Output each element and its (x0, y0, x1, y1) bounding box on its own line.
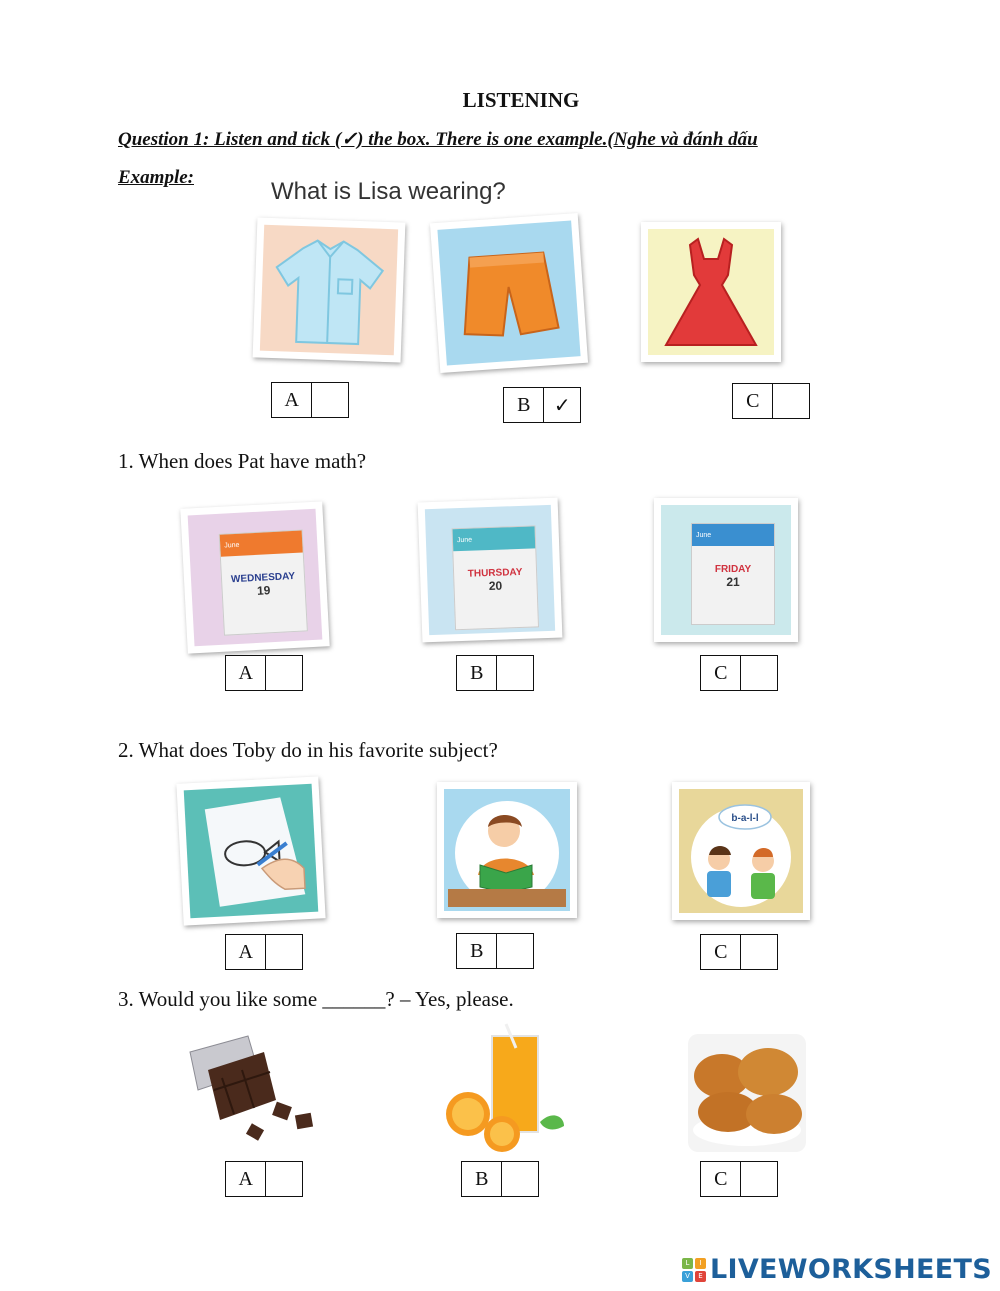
calendar-month: June (224, 541, 240, 550)
logo-block: V (682, 1271, 693, 1282)
logo-block: L (682, 1258, 693, 1269)
dress-icon (648, 229, 774, 355)
drawing-hand-icon (184, 784, 319, 919)
option-letter: C (701, 935, 741, 969)
example-answer-c[interactable] (732, 383, 810, 419)
logo-block: I (695, 1258, 706, 1269)
reading-boy-icon (444, 789, 570, 911)
example-question: What is Lisa wearing? (271, 178, 506, 205)
calendar-day: WEDNESDAY (230, 570, 296, 586)
liveworksheets-logo (682, 1254, 992, 1285)
calendar-day: FRIDAY (714, 564, 752, 575)
tick-box[interactable] (266, 935, 302, 969)
page-title: LISTENING (462, 88, 580, 112)
q1-answer-a[interactable] (225, 655, 303, 691)
option-letter: C (733, 384, 773, 418)
tick-box[interactable] (266, 656, 302, 690)
calendar-icon (425, 505, 555, 635)
q1-option-b-card (418, 498, 563, 643)
question-1-text: 1. When does Pat have math? (118, 449, 367, 473)
option-letter: B (462, 1162, 502, 1196)
example-label: Example: (118, 167, 194, 188)
tick-box[interactable]: ✓ (553, 393, 571, 417)
tick-box[interactable] (497, 656, 533, 690)
option-letter: C (701, 656, 741, 690)
logo-block: E (695, 1271, 706, 1282)
logo-blocks-icon (682, 1258, 706, 1282)
logo-text: LIVEWORKSHEETS (709, 1254, 992, 1285)
calendar-month: June (456, 536, 473, 545)
speech-bubble-text: b-a-l-l (731, 813, 759, 824)
calendar-icon (188, 509, 323, 647)
q3-option-a-image (178, 1030, 326, 1152)
tick-box[interactable] (741, 935, 777, 969)
question-instruction: Question 1: Listen and tick (✓) the box. There is one example.(Nghe và đánh dấu (118, 129, 758, 150)
q1-answer-b[interactable] (456, 655, 534, 691)
fried-chicken-icon (688, 1034, 806, 1152)
q2-answer-c[interactable] (700, 934, 778, 970)
example-option-c-card (641, 222, 781, 362)
tick-box[interactable] (497, 934, 533, 968)
q2-option-a-card (176, 776, 325, 925)
q1-option-a-card (180, 501, 329, 653)
chocolate-icon (178, 1030, 326, 1152)
q3-option-c-image (688, 1034, 806, 1152)
calendar-icon (661, 505, 791, 635)
orange-juice-icon (440, 1022, 570, 1154)
q2-option-b-card (437, 782, 577, 918)
q3-answer-a[interactable] (225, 1161, 303, 1197)
option-letter: C (701, 1162, 741, 1196)
option-letter: A (226, 935, 266, 969)
example-option-b-card (430, 213, 588, 373)
tick-box[interactable] (741, 656, 777, 690)
option-letter: B (457, 934, 497, 968)
calendar-date: 20 (488, 578, 503, 594)
example-option-a-card (253, 217, 406, 362)
q2-answer-b[interactable] (456, 933, 534, 969)
example-answer-a[interactable] (271, 382, 349, 418)
shirt-icon (260, 225, 398, 356)
q1-answer-c[interactable] (700, 655, 778, 691)
example-answer-b[interactable] (503, 387, 581, 423)
tick-box[interactable] (741, 1162, 777, 1196)
tick-box[interactable] (266, 1162, 302, 1196)
tick-box[interactable] (312, 383, 348, 417)
spelling-kids-icon (679, 789, 803, 913)
q3-answer-b[interactable] (461, 1161, 539, 1197)
option-letter: A (226, 1162, 266, 1196)
q3-answer-c[interactable] (700, 1161, 778, 1197)
question-3-text: 3. Would you like some ______? – Yes, please. (118, 987, 514, 1011)
calendar-day: THURSDAY (467, 566, 523, 580)
q1-option-c-card (654, 498, 798, 642)
option-letter: B (457, 656, 497, 690)
option-letter: B (504, 388, 544, 422)
q2-answer-a[interactable] (225, 934, 303, 970)
question-2-text: 2. What does Toby do in his favorite subject? (118, 738, 498, 762)
tick-box[interactable] (773, 384, 809, 418)
calendar-date: 19 (256, 583, 271, 598)
q2-option-c-card (672, 782, 810, 920)
option-letter: A (226, 656, 266, 690)
option-letter: A (272, 383, 312, 417)
calendar-month: June (696, 532, 712, 539)
tick-box[interactable] (502, 1162, 538, 1196)
calendar-date: 21 (726, 575, 740, 589)
shorts-icon (437, 220, 580, 365)
q3-option-b-image (440, 1022, 570, 1154)
